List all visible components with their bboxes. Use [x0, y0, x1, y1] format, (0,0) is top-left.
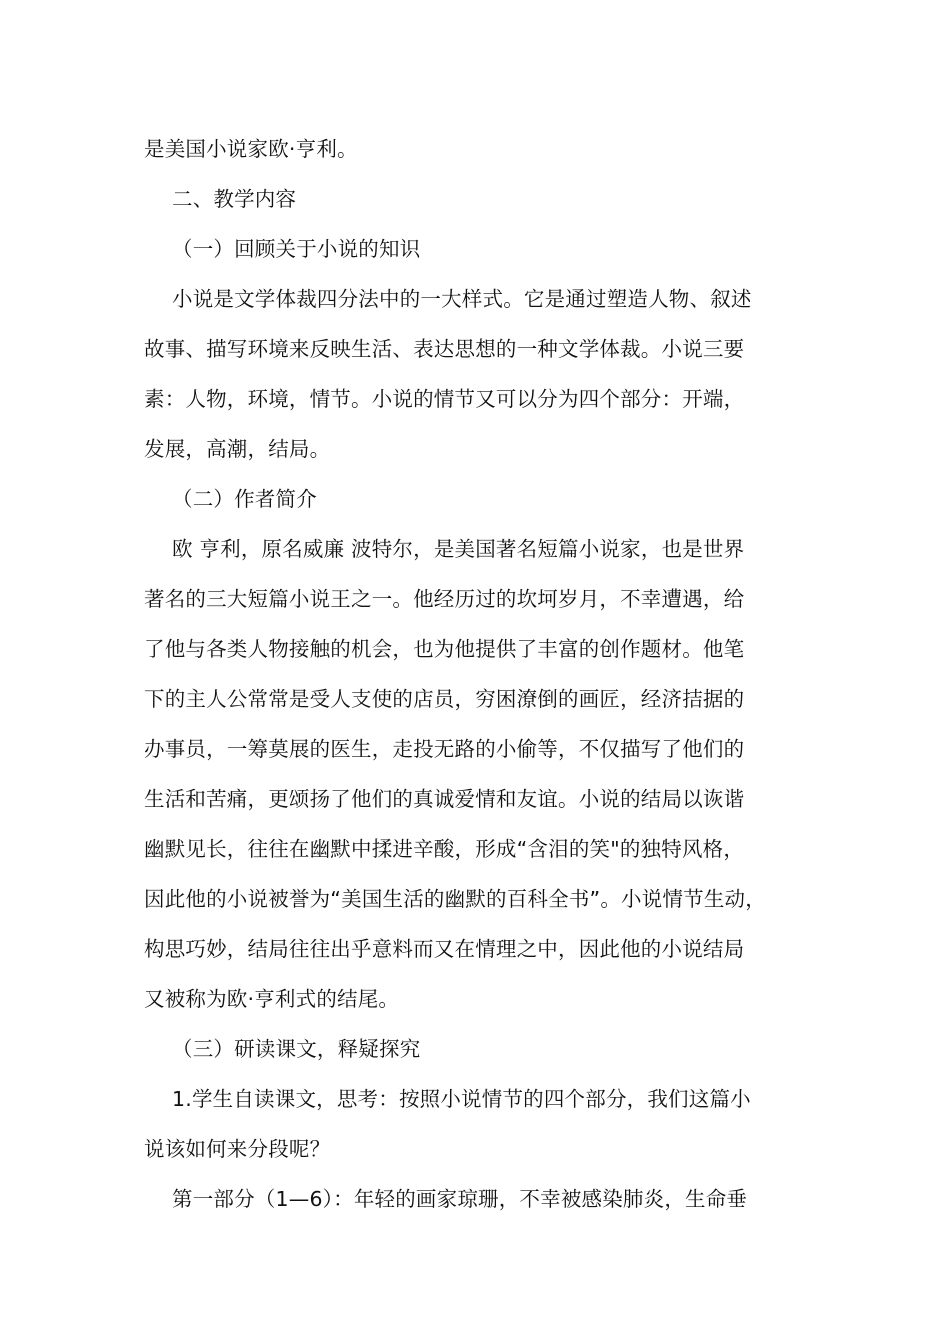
- text-line: 幽默见长，往往在幽默中揉进辛酸，形成“含泪的笑"的独特风格，: [144, 837, 745, 861]
- text-line: 1.学生自读课文，思考：按照小说情节的四个部分，我们这篇小: [172, 1087, 751, 1111]
- text-line: 说该如何来分段呢？: [144, 1137, 331, 1161]
- text-line: 构思巧妙，结局往往出乎意料而又在情理之中，因此他的小说结局: [144, 937, 745, 961]
- subsection-heading: （一）回顾关于小说的知识: [172, 237, 421, 261]
- text-line: 发展，高潮，结局。: [144, 437, 331, 461]
- text-line: 小说是文学体裁四分法中的一大样式。它是通过塑造人物、叙述: [172, 287, 752, 311]
- text-line: 素：人物，环境，情节。小说的情节又可以分为四个部分：开端，: [144, 387, 745, 411]
- subsection-heading: （二）作者简介: [172, 487, 317, 511]
- text-line: 故事、描写环境来反映生活、表达思想的一种文学体裁。小说三要: [144, 337, 745, 361]
- section-heading: 二、教学内容: [172, 187, 297, 211]
- subsection-heading: （三）研读课文，释疑探究: [172, 1037, 421, 1061]
- text-line: 又被称为欧·亨利式的结尾。: [144, 987, 400, 1011]
- text-line: 了他与各类人物接触的机会，也为他提供了丰富的创作题材。他笔: [144, 637, 745, 661]
- text-line: 因此他的小说被誉为“美国生活的幽默的百科全书”。小说情节生动，: [144, 887, 766, 911]
- text-line: 下的主人公常常是受人支使的店员，穷困潦倒的画匠，经济拮据的: [144, 687, 745, 711]
- text-line: 欧 亨利，原名威廉 波特尔，是美国著名短篇小说家，也是世界: [172, 537, 745, 561]
- text-line: 是美国小说家欧·亨利。: [144, 137, 358, 161]
- text-line: 著名的三大短篇小说王之一。他经历过的坎坷岁月，不幸遭遇，给: [144, 587, 745, 611]
- text-line: 生活和苦痛，更颂扬了他们的真诚爱情和友谊。小说的结局以诙谐: [144, 787, 745, 811]
- text-line: 第一部分（1—6）：年轻的画家琼珊，不幸被感染肺炎，生命垂: [172, 1187, 748, 1211]
- text-line: 办事员，一筹莫展的医生，走投无路的小偷等，不仅描写了他们的: [144, 737, 745, 761]
